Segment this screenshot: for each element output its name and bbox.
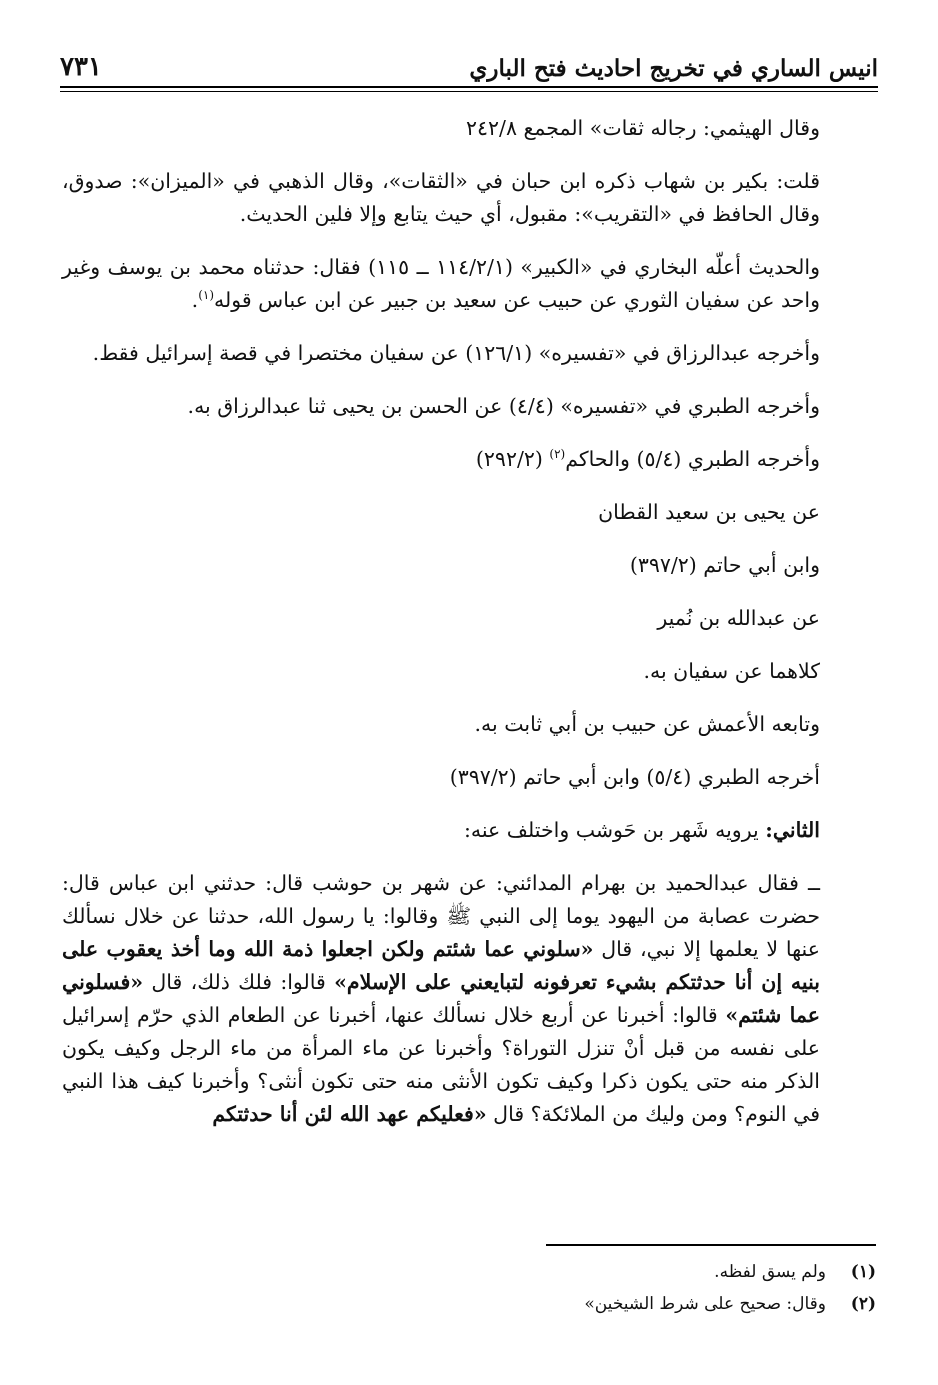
paragraph-text: ــ فقال عبدالحميد بن بهرام المدائني: عن شهر بن حوشب قال: حدثني ابن عباس قال: حضرت عصابة من اليهود يوما إلى النبي ﷺ وقالوا: يا رسول الله، حدثنا عن خلال نسألك عنها لا يعلمها إلا نبي، قال	[62, 871, 820, 961]
paragraph-text: وأخرجه الطبري في «تفسيره» (٤/٤) عن الحسن بن يحيى ثنا عبدالرزاق به.	[187, 394, 820, 418]
bold-quote: «فسلوني عما شئتم»	[62, 970, 820, 1027]
paragraph-haythami	[62, 112, 876, 145]
paragraph-text: عن عبدالله بن نُمير	[657, 606, 820, 630]
paragraph-bukhari: والحديث أعلّه البخاري في «الكبير» (١١٤/٢/١ ــ ١١٥) فقال: حدثناه محمد بن يوسف وغير واحد عن سفيان الثوري عن حبيب عن سعيد بن جبير عن ابن عباس قوله$^{(١)}$.	[62, 255, 820, 312]
page-number: ٧٣١	[60, 52, 102, 82]
paragraph-text: والحديث أعلّه البخاري في «الكبير» (١١٤/٢/١ ــ ١١٥) فقال: حدثناه محمد بن يوسف وغير واحد عن سفيان الثوري عن حبيب عن سعيد بن جبير عن ابن عباس قوله	[62, 255, 820, 312]
footnote-divider	[546, 1244, 876, 1246]
paragraph-amash	[62, 708, 876, 741]
paragraph-hadith-text	[62, 867, 876, 1131]
paragraph-ibn-numayr	[62, 602, 876, 635]
paragraph-akhrajahu	[62, 761, 876, 794]
running-title: انيس الساري في تخريج احاديث فتح الباري	[469, 55, 878, 82]
footnote-text: ولم يسق لفظه.	[714, 1262, 826, 1282]
main-text	[62, 112, 876, 1131]
footnotes	[62, 1256, 876, 1320]
paragraph-qattan	[62, 496, 876, 529]
paragraph-text: عن يحيى بن سعيد القطان	[598, 500, 820, 524]
paragraph-text: يرويه شَهر بن حَوشب واختلف عنه:	[463, 818, 759, 842]
page-header	[60, 42, 878, 88]
paragraph-text: وتابعه الأعمش عن حبيب بن أبي ثابت به.	[474, 712, 820, 736]
bold-quote: «فعليكم عهد الله لئن أنا حدثتكم	[212, 1102, 487, 1126]
paragraph-text: قالوا: فلك ذلك، قال	[151, 970, 326, 994]
paragraph-text: قلت: بكير بن شهاب ذكره ابن حبان في «الثقات»، وقال الذهبي في «الميزان»: صدوق، وقال الحافظ في «التقريب»: مقبول، أي حيث يتابع وإلا فلين الحديث.	[62, 169, 820, 226]
paragraph-ibn-abi-hatim	[62, 549, 876, 582]
paragraph-text: قالوا: أخبرنا عن أربع خلال نسألك عنها، أخبرنا عن الطعام الذي حرّم إسرائيل على نفسه من قبل أنْ تنزل التوراة؟ وأخبرنا عن ماء المرأة من ماء الرجل وكيف يكون الذكر منه حتى يكون ذكرا وكيف تكون الأنثى منه حتى تكون أنثى؟ وأخبرنا كيف هذا النبي في النوم؟ ومن وليك من الملائكة؟ قال	[62, 1003, 820, 1126]
paragraph-tabari-hakim	[62, 443, 876, 476]
footnote-text: وقال: صحيح على شرط الشيخين»	[584, 1294, 826, 1314]
footnote-ref-1[interactable]: (١)	[198, 288, 215, 303]
bold-quote: «سلوني عما شئتم ولكن اجعلوا ذمة الله وما أخذ يعقوب على بنيه إن أنا حدثتكم بشيء تعرفونه لتبايعني على الإسلام»	[62, 937, 820, 994]
paragraph-tabari-tafsir	[62, 390, 876, 423]
footnote-ref-2[interactable]: (٢)	[549, 447, 566, 462]
footnote-number: (٢)	[850, 1294, 876, 1314]
section-label: الثاني:	[765, 818, 820, 842]
paragraph-text: وأخرجه عبدالرزاق في «تفسيره» (١٢٦/١) عن سفيان مختصرا في قصة إسرائيل فقط.	[92, 341, 820, 365]
paragraph-kilahuma	[62, 655, 876, 688]
paragraph-second-route	[62, 814, 876, 847]
footnote-1	[62, 1256, 876, 1288]
footnote-number: (١)	[850, 1262, 876, 1282]
paragraph-text: أخرجه الطبري (٥/٤) وابن أبي حاتم (٣٩٧/٢)	[449, 765, 820, 789]
paragraph-text: وأخرجه الطبري (٥/٤) والحاكم	[565, 447, 820, 471]
paragraph-bukayr	[62, 165, 876, 231]
paragraph-text: وقال الهيثمي: رجاله ثقات» المجمع ٢٤٢/٨	[466, 116, 820, 140]
footnote-2	[62, 1288, 876, 1320]
paragraph-text: وابن أبي حاتم (٣٩٧/٢)	[629, 553, 820, 577]
paragraph-text: كلاهما عن سفيان به.	[643, 659, 820, 683]
paragraph-text: (٢٩٢/٢)	[475, 447, 543, 471]
paragraph-abdurrazzaq	[62, 337, 876, 370]
